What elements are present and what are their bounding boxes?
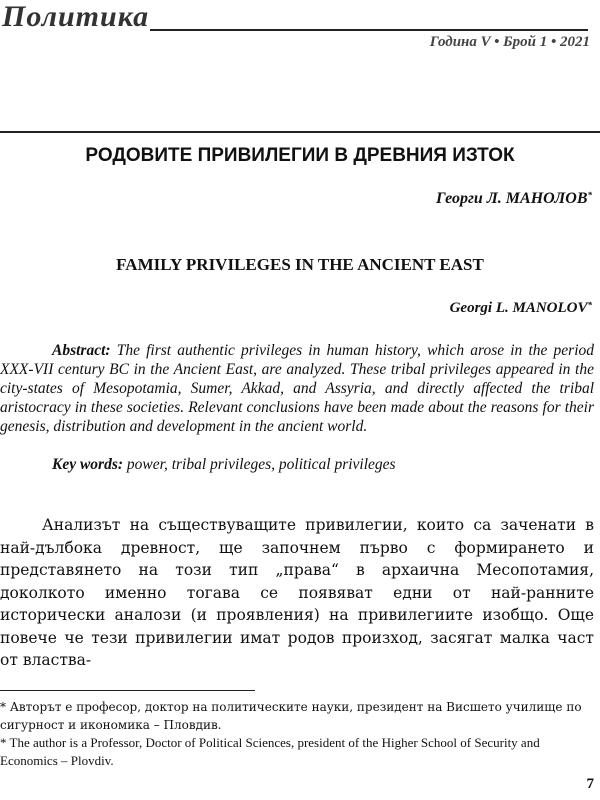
abstract-paragraph (0, 341, 594, 436)
issue-info: Година V • Брой 1 • 2021 (429, 34, 590, 50)
abstract-label: Abstract: (52, 342, 111, 359)
title-separator-rule (0, 131, 600, 133)
author-name-bg-text: Георги Л. МАНОЛОВ (435, 190, 588, 207)
page-number: 7 (586, 776, 594, 792)
author-name-en (450, 300, 592, 317)
keywords (52, 455, 594, 474)
header-rule (150, 29, 588, 31)
footnote-rule (0, 690, 255, 691)
running-header (0, 0, 600, 60)
author-name-en-text: Georgi L. MANOLOV (449, 300, 588, 316)
footnote-marker-en[interactable]: * (587, 300, 592, 310)
keywords-text: power, tribal privileges, political privileges (123, 456, 396, 473)
footnote-en: * The author is a Professor, Doctor of Political Sciences, president of the Higher School of Security and Economics – Plovdiv. (0, 735, 540, 768)
footnote-marker-bg[interactable]: * (587, 190, 592, 200)
footnote-bg: * Авторът е професор, доктор на политическите науки, президент на Висшето училище по сигурност и икономика – Пловдив. (0, 700, 582, 732)
abstract-text: The first authentic privileges in human history, which arose in the period XXX-VII century BC in the Ancient East, are analyzed. These tribal privileges appeared in the city-states of Mesopotamia, Sumer, Akkad, and Assyria, and directly affected the tribal aristocracy in these societies. Relevant conclusions have been made about the reasons for their genesis, distribution and development in the ancient world. (0, 342, 594, 435)
journal-name: Политика (2, 0, 150, 33)
body-paragraph: Анализът на съществуващите привилегии, които са заченати в най-дълбока древност, ще започнем първо с формирането и представянето на този тип „права“ в архаична Месопотамия, доколкото именно тогава се появяват едни от най-ранните исторически аналози (и проявления) на привилегиите изобщо. Още повече че тези привилегии имат родов произход, засягат малка част от властва- (0, 516, 594, 669)
abstract (0, 341, 594, 436)
keywords-label: Key words: (52, 456, 124, 473)
author-name-bg (436, 190, 592, 208)
article-title-bg: РОДОВИТЕ ПРИВИЛЕГИИ В ДРЕВНИЯ ИЗТОК (85, 145, 515, 166)
footnotes (0, 698, 596, 770)
body-text (0, 514, 594, 672)
article-title-en: FAMILY PRIVILEGES IN THE ANCIENT EAST (116, 255, 484, 274)
